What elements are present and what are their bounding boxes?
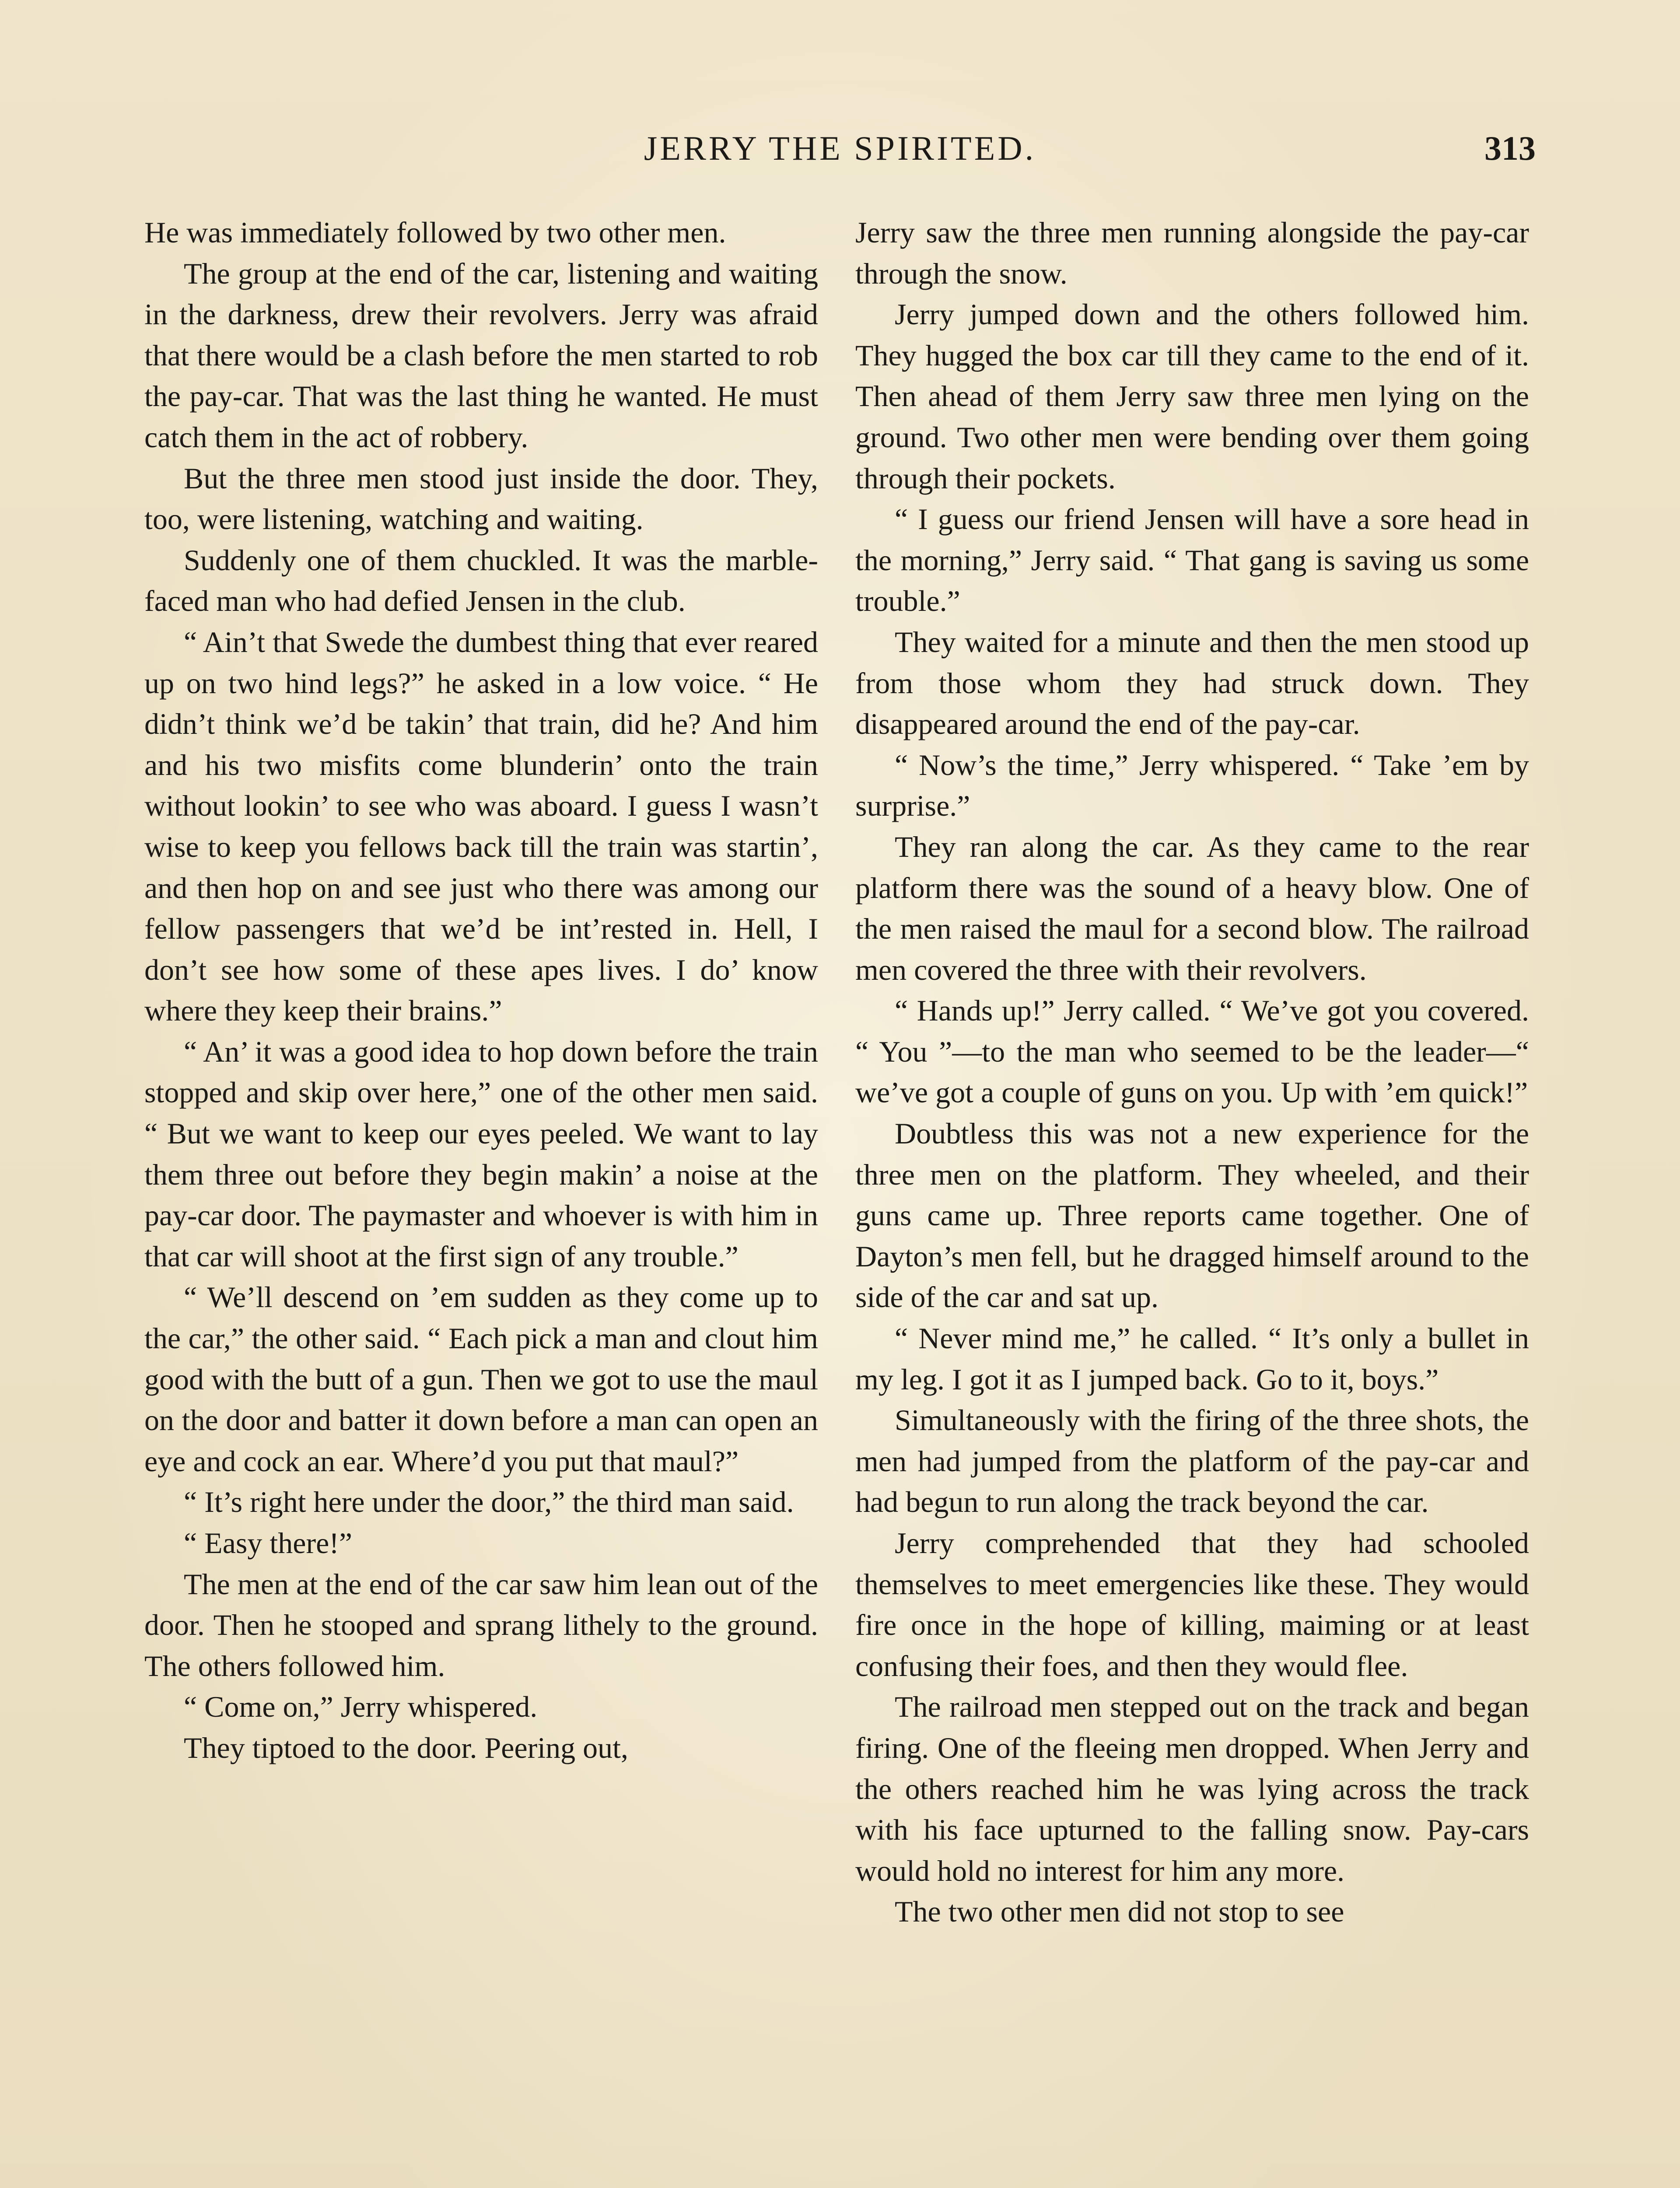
paragraph: The men at the end of the car saw him lean out of the door. Then he stooped and sprang lithely to the ground. The others followed him. [144, 1567, 818, 1683]
paragraph: He was immediately followed by two other men. [144, 216, 726, 249]
paragraph: Jerry comprehended that they had schooled themselves to meet emergencies like these. They would fire once in the hope of killing, maiming or at least confusing their foes, and then they would flee. [855, 1526, 1529, 1683]
paragraph: “ Ain’t that Swede the dumbest thing that ever reared up on two hind legs?” he asked in a low voice. “ He didn’t think we’d be takin’ that train, did he? And him and his two misfits come blunderin’ onto the train without lookin’ to see who was aboard. I guess I wasn’t wise to keep you fellows back till the train was startin’, and then hop on and see just who there was among our fellow passengers that we’d be int’rested in. Hell, I don’t see how some of these apes lives. I do’ know where they keep their brains.” [144, 625, 818, 1027]
paragraph: The group at the end of the car, listening and waiting in the darkness, drew their revolvers. Jerry was afraid that there would be a clash before the men started to rob the pay-car. That was the last thing he wanted. He must catch them in the act of robbery. [144, 256, 818, 454]
paragraph: Jerry saw the three men running alongside the pay-car through the snow. [855, 216, 1529, 290]
paragraph: “ Never mind me,” he called. “ It’s only a bullet in my leg. I got it as I jumped back. Go to it, boys.” [855, 1322, 1529, 1396]
paragraph: They ran along the car. As they came to the rear platform there was the sound of a heavy blow. One of the men raised the maul for a second blow. The railroad men covered the three with their revolvers. [855, 830, 1529, 986]
paragraph: The railroad men stepped out on the track and began firing. One of the fleeing men dropped. When Jerry and the others reached him he was lying across the track with his face upturned to the falling snow. Pay-cars would hold no interest for him any more. [855, 1690, 1529, 1887]
paragraph: They waited for a minute and then the men stood up from those whom they had struck down. They disappeared around the end of the pay-car. [855, 625, 1529, 741]
left-column [144, 212, 818, 1769]
page-header [144, 118, 1536, 184]
paragraph: “ It’s right here under the door,” the third man said. [184, 1485, 794, 1519]
paragraph: “ Hands up!” Jerry called. “ We’ve got you covered. “ You ”—to the man who seemed to be the leader—“ we’ve got a couple of guns on you. Up with ’em quick!” [855, 994, 1529, 1109]
paragraph: “ Easy there!” [184, 1526, 353, 1560]
paragraph: They tiptoed to the door. Peering out, [184, 1731, 629, 1764]
paragraph: Suddenly one of them chuckled. It was the marble-faced man who had defied Jensen in the club. [144, 543, 818, 618]
paragraph: “ We’ll descend on ’em sudden as they come up to the car,” the other said. “ Each pick a man and clout him good with the butt of a gun. Then we got to use the maul on the door and batter it down before a man can open an eye and cock an ear. Where’d you put that maul?” [144, 1280, 818, 1478]
running-title: JERRY THE SPIRITED. [644, 129, 1036, 167]
paragraph: But the three men stood just inside the door. They, too, were listening, watching and waiting. [144, 461, 818, 536]
paragraph: “ I guess our friend Jensen will have a sore head in the morning,” Jerry said. “ That gang is saving us some trouble.” [855, 502, 1529, 618]
paragraph: Simultaneously with the firing of the three shots, the men had jumped from the platform of the pay-car and had begun to run along the track beyond the car. [855, 1403, 1529, 1519]
page-number: 313 [1484, 129, 1536, 167]
paragraph: “ An’ it was a good idea to hop down before the train stopped and skip over here,” one of the other men said. “ But we want to keep our eyes peeled. We want to lay them three out before they begin makin’ a noise at the pay-car door. The paymaster and whoever is with him in that car will shoot at the first sign of any trouble.” [144, 1034, 818, 1273]
paragraph: Jerry jumped down and the others followed him. They hugged the box car till they came to the end of it. Then ahead of them Jerry saw three men lying on the ground. Two other men were bending over them going through their pockets. [855, 298, 1529, 495]
paragraph: Doubtless this was not a new experience for the three men on the platform. They wheeled, and their guns came up. Three reports came together. One of Dayton’s men fell, but he dragged himself around to the side of the car and sat up. [855, 1117, 1529, 1314]
paragraph: The two other men did not stop to see [895, 1895, 1344, 1929]
paragraph: “ Now’s the time,” Jerry whispered. “ Take ’em by surprise.” [855, 748, 1529, 823]
right-column [855, 212, 1529, 1932]
paragraph: “ Come on,” Jerry whispered. [184, 1690, 538, 1724]
